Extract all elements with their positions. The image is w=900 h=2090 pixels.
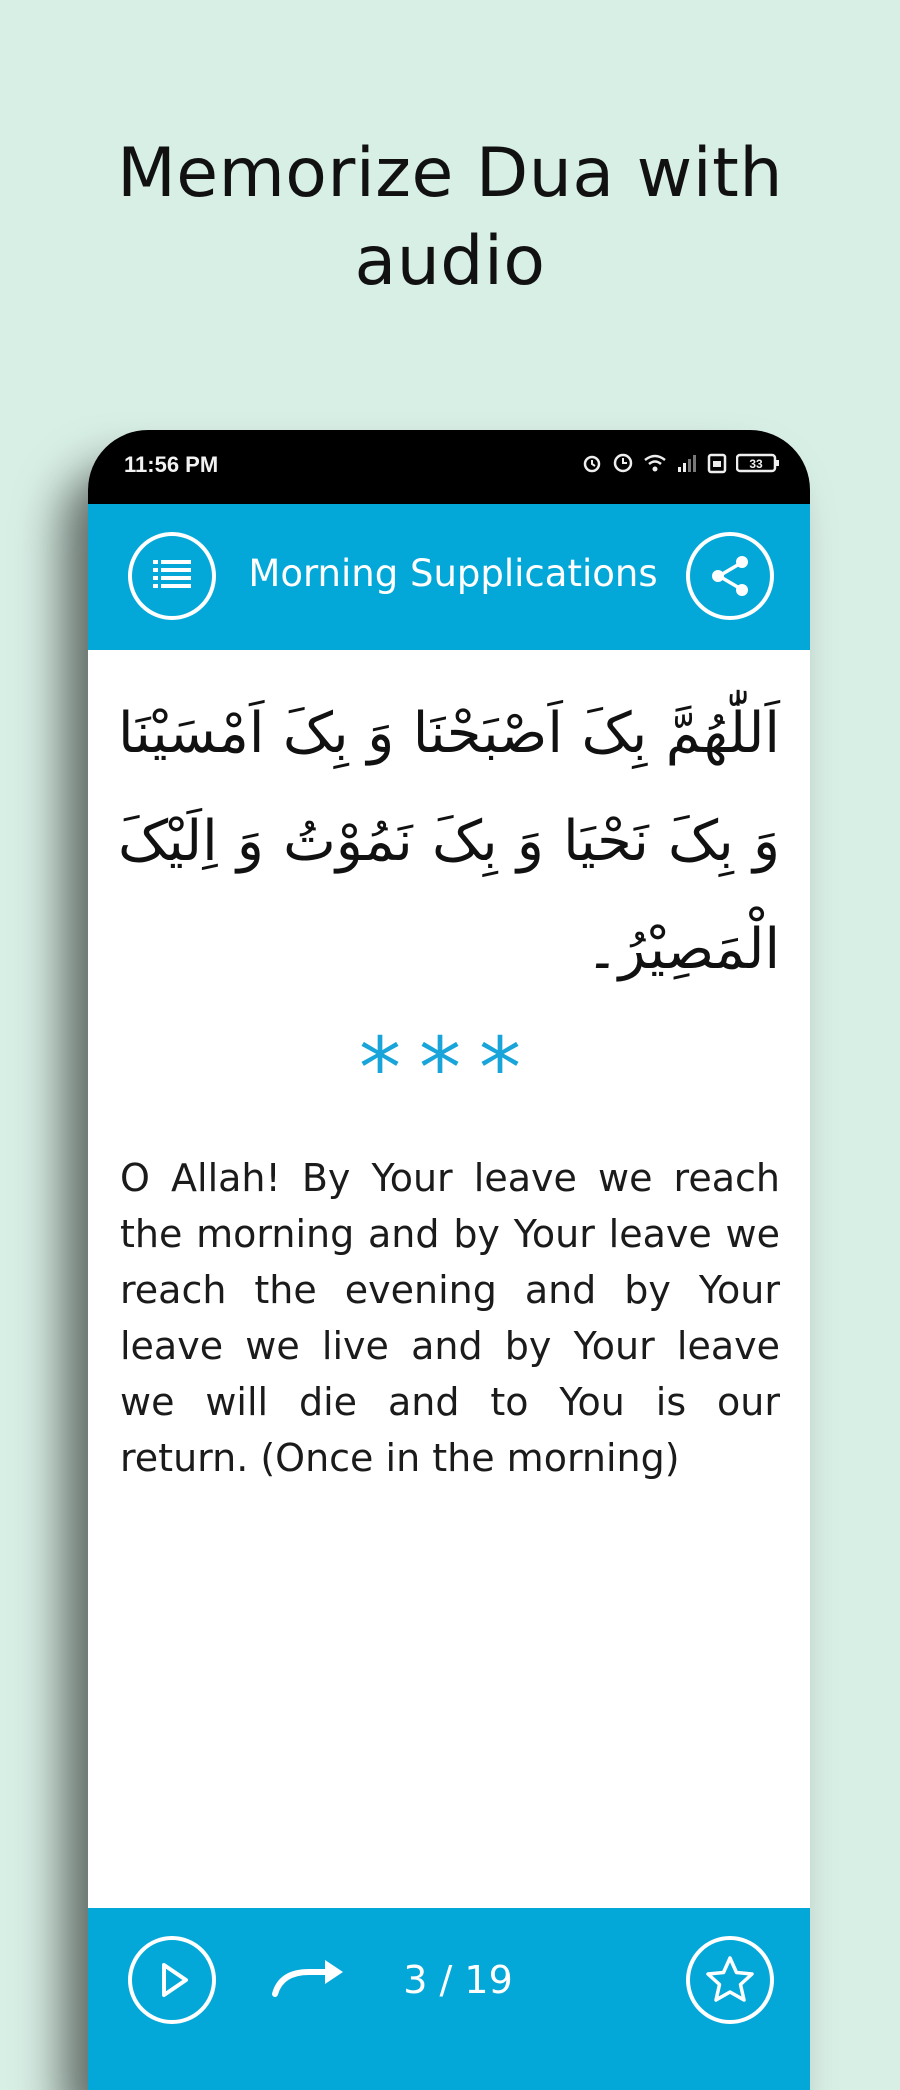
play-button[interactable] bbox=[128, 1936, 216, 2024]
bottom-bar bbox=[88, 1908, 810, 2090]
dua-content bbox=[88, 650, 810, 1486]
app-bar bbox=[88, 504, 810, 650]
next-button[interactable] bbox=[266, 1944, 356, 2014]
status-time: 11:56 PM bbox=[124, 452, 219, 477]
battery-icon bbox=[736, 452, 780, 478]
wifi-icon bbox=[643, 452, 667, 478]
battery-level: 33 bbox=[749, 457, 763, 471]
translation-text: O Allah! By Your leave we reach the morning and by Your leave we reach the evening and by Your leave we live and by Your leave we will die and to You is our return. (Once in the morning) bbox=[120, 1156, 780, 1480]
page-counter: 3 / 19 bbox=[403, 1958, 513, 2002]
signal-icon bbox=[676, 452, 698, 478]
status-bar bbox=[88, 430, 810, 504]
alarm-icon bbox=[581, 452, 603, 478]
stars-divider: *** bbox=[359, 1019, 539, 1117]
favorite-button[interactable] bbox=[686, 1936, 774, 2024]
sim-icon bbox=[707, 452, 727, 478]
app-title: Morning Supplications bbox=[248, 552, 658, 595]
star-icon bbox=[702, 1952, 758, 2008]
promo-headline-line1: Memorize Dua with bbox=[117, 134, 783, 213]
promo-headline bbox=[0, 130, 900, 306]
promo-headline-line2: audio bbox=[354, 222, 546, 301]
menu-button[interactable] bbox=[128, 532, 216, 620]
phone-frame bbox=[88, 430, 810, 2090]
menu-list-icon bbox=[147, 551, 197, 601]
forward-arrow-icon bbox=[269, 1954, 353, 2004]
arabic-text: اَللّٰهُمَّ بِکَ اَصْبَحْنَا وَ بِکَ اَمْسَیْنَا وَ بِکَ نَحْیَا وَ بِکَ نَمُوْتُ وَ اِلَیْکَ الْمَصِیْرُ۔ bbox=[118, 701, 780, 982]
clock-icon bbox=[612, 452, 634, 478]
play-icon bbox=[147, 1955, 197, 2005]
status-icons bbox=[581, 450, 780, 480]
share-button[interactable] bbox=[686, 532, 774, 620]
share-icon bbox=[703, 549, 757, 603]
